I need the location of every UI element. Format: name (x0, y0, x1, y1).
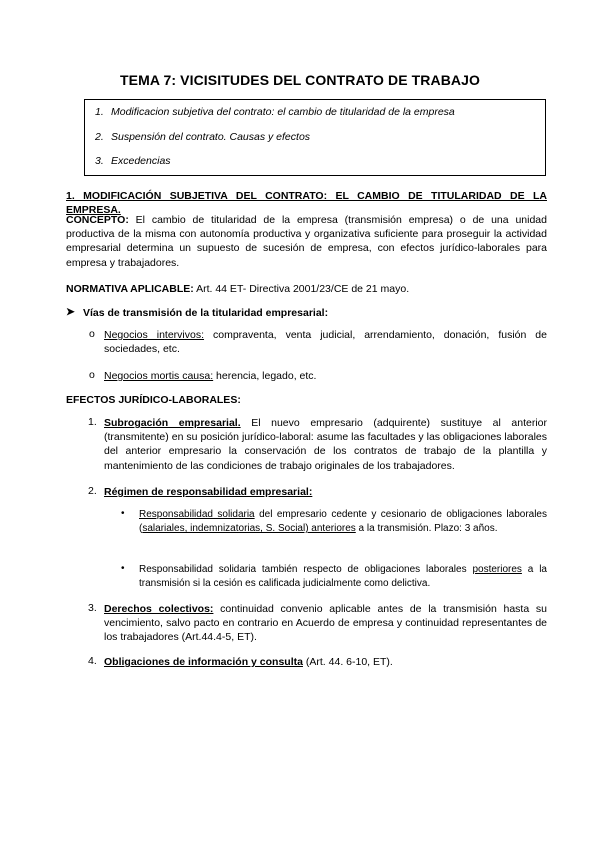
toc-item: 1. Modificacion subjetiva del contrato: el cambio de titularidad de la empresa (95, 106, 455, 118)
concepto-paragraph: CONCEPTO: El cambio de titularidad de la empresa (transmisión empresa) o de una unidad productiva de la misma con autonomía productiva y organizativa suficiente para proseguir la actividad empresarial determina un supuesto de sucesión de empresa, con efectos jurídico-laborales para empresa y trabajadores. (66, 214, 547, 269)
efecto-item: Régimen de responsabilidad empresarial: (104, 486, 313, 498)
list-number: 4. (88, 655, 97, 667)
responsabilidad-item: Responsabilidad solidaria también respecto de obligaciones laborales posteriores a la transmisión si la cesión es calificada judicialmente como delictiva. (139, 564, 547, 589)
toc-item: 2. Suspensión del contrato. Causas y efectos (95, 130, 311, 143)
via-item: Negocios mortis causa: herencia, legado, etc. (104, 370, 317, 382)
efectos-heading: EFECTOS JURÍDICO-LABORALES: (66, 394, 241, 406)
responsabilidad-item: Responsabilidad solidaria del empresario cedente y cesionario de obligaciones laborales (salariales, indemnizatorias, S. Social) anteriores a la transmisión. Plazo: 3 años. (139, 509, 547, 534)
list-number: 2. (88, 485, 97, 497)
normativa-paragraph: NORMATIVA APLICABLE: Art. 44 ET- Directiva 2001/23/CE de 21 mayo. (66, 283, 410, 295)
arrow-bullet-icon: ➤ (66, 306, 75, 318)
normativa-label: NORMATIVA APLICABLE: (66, 283, 194, 295)
vias-heading: Vías de transmisión de la titularidad empresarial: (83, 307, 329, 319)
toc-item: 3. Excedencias (95, 155, 171, 167)
efecto-item: Derechos colectivos: continuidad convenio aplicable antes de la transmisión hasta su vencimiento, salvo pacto en contrario en Acuerdo de empresa y continuidad representantes de los trabajadores (Art.44.4-5, ET). (104, 603, 547, 644)
via-item: Negocios intervivos: compraventa, venta judicial, arrendamiento, donación, fusión de sociedades, etc. (104, 329, 547, 356)
section-heading: 1. MODIFICACIÓN SUBJETIVA DEL CONTRATO: EL CAMBIO DE TITULARIDAD DE LA EMPRESA. (66, 190, 547, 217)
bullet-icon: • (121, 563, 125, 574)
page-title: TEMA 7: VICISITUDES DEL CONTRATO DE TRABAJO (119, 72, 481, 88)
list-number: 1. (88, 416, 97, 428)
efecto-item: Subrogación empresarial. El nuevo empresario (adquirente) sustituye al anterior (transmitente) en su posición jurídico-laboral: asume las facultades y las obligaciones laborales del anterior empresario la conservación de los contratos de trabajo de la plantilla y mantenimiento de las condiciones de trabajo originales de los trabajadores. (104, 417, 547, 472)
circle-bullet-icon: o (89, 328, 95, 340)
circle-bullet-icon: o (89, 369, 95, 381)
table-of-contents (84, 99, 546, 176)
bullet-icon: • (121, 508, 125, 519)
concepto-label: CONCEPTO: (66, 214, 129, 226)
efecto-item: Obligaciones de información y consulta (Art. 44. 6-10, ET). (104, 656, 393, 668)
list-number: 3. (88, 602, 97, 614)
